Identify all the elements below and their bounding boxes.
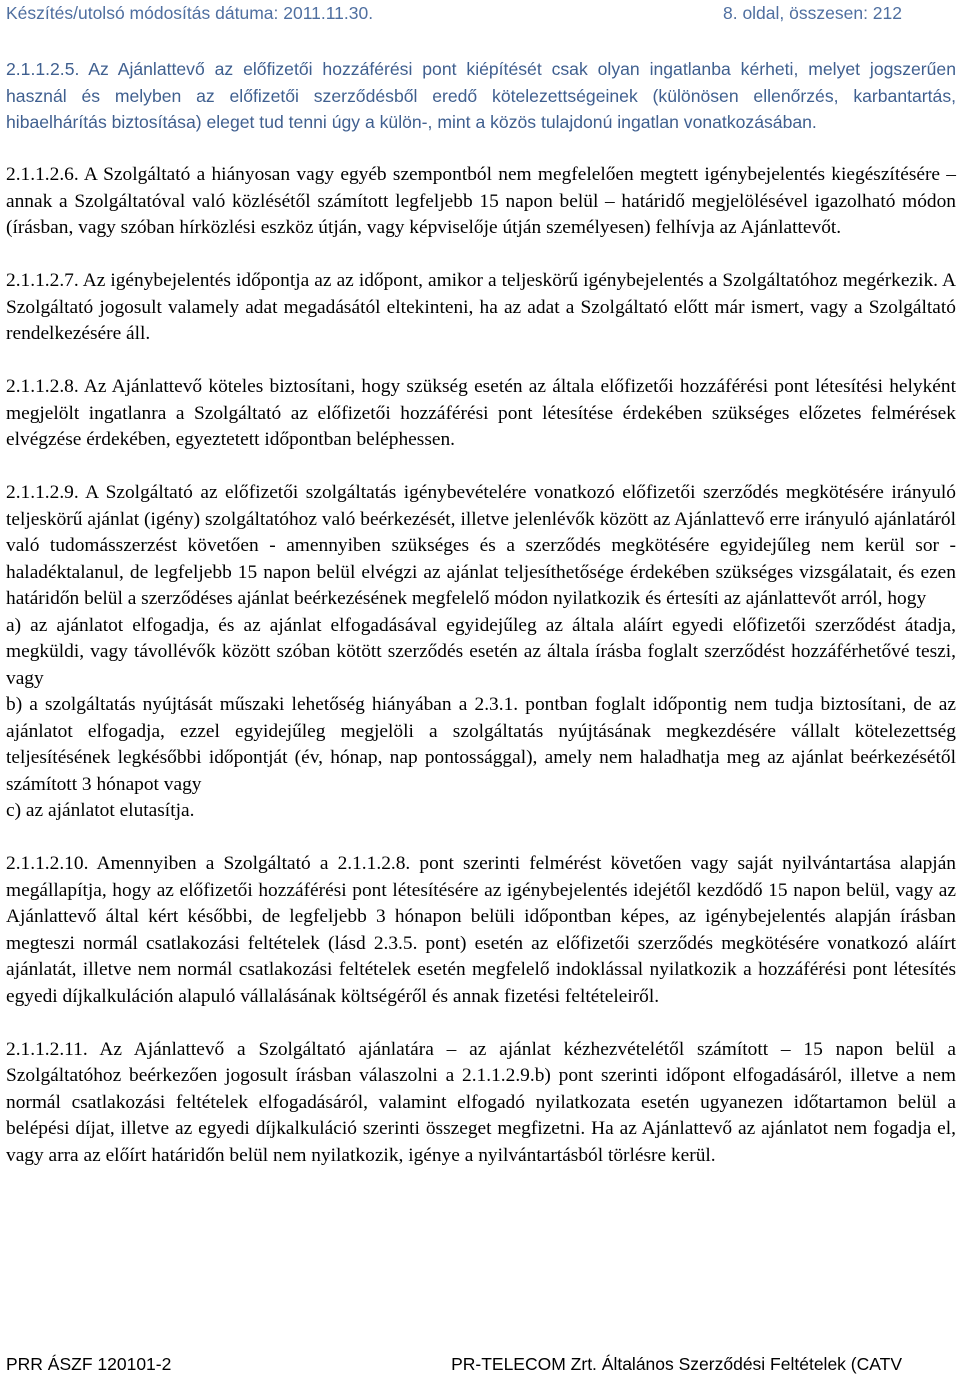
paragraph-2-1-1-2-6: 2.1.1.2.6. A Szolgáltató a hiányosan vagy egyéb szempontból nem megfelelően megtett igénybejelentés kiegészítésére – annak a Szolgáltatóval való közlésétől számított legfeljebb 15 napon belül – határidő megjelölésével igazolható módon (írásban, vagy szóban hírközlési eszköz útján, vagy képviselője útján személyesen) felhívja az Ajánlattevőt. (6, 164, 956, 238)
paragraph-2-1-1-2-8: 2.1.1.2.8. Az Ajánlattevő köteles biztosítani, hogy szükség esetén az általa előfizetői hozzáférési pont létesítési helyként megjelölt ingatlanra a Szolgáltató az előfizetői hozzáférési pont létesítése érdekében szükséges előzetes felmérések elvégzése érdekében, egyeztetett időpontban beléphessen. (6, 376, 956, 450)
paragraph-2-1-1-2-9-option-a: a) az ajánlatot elfogadja, és az ajánlat elfogadásával egyidejűleg az általa aláírt egyedi előfizetői szerződést átadja, megküldi, vagy távollévők között szóban kötött szerződés esetén az általa írásba foglalt szerződést hozzáférhetővé teszi, vagy (6, 614, 956, 689)
paragraph-2-1-1-2-9-intro: 2.1.1.2.9. A Szolgáltató az előfizetői szolgáltatás igénybevételére vonatkozó előfizetői szerződés megkötésére irányuló teljeskörű ajánlat (igény) szolgáltatóhoz való beérkezését, illetve jelenlévők között az Ajánlattevő erre irányuló ajánlatáról való tudomásszerzést követően - amennyiben szükséges és a szerződés megkötésére egyidejűleg nem kerül sor - haladéktalanul, de legfeljebb 15 napon belül elvégzi az ajánlat teljesíthetősége érdekében szükséges vizsgálatait, és ezen határidőn belül a szerződéses ajánlat beérkezésének megfelelő módon nyilatkozik és értesíti az ajánlattevőt arról, hogy (6, 482, 956, 609)
paragraph-2-1-1-2-10: 2.1.1.2.10. Amennyiben a Szolgáltató a 2.1.1.2.8. pont szerinti felmérést követően vagy saját nyilvántartása alapján megállapítja, hogy az előfizetői hozzáférési pont létesítésére az igénybejelentés idejétől kezdődő 15 napon belül, vagy az Ajánlattevő által kért későbbi, de legfeljebb 3 hónapon belüli időpontban képes, az igénybejelentés alapján írásban megteszi normál csatlakozási feltételek (lásd 2.3.5. pont) esetén az előfizetői szerződés megkötésére vonatkozó aláírt ajánlatát, illetve nem normál csatlakozási feltételek esetén megfelelő indoklással nyilatkozik a hozzáférési pont létesítés egyedi díjkalkuláción alapuló vállalásának költségéről és annak fizetési feltételeiről. (6, 853, 956, 1007)
paragraph-2-1-1-2-9-option-c: c) az ajánlatot elutasítja. (6, 800, 195, 821)
paragraph-2-1-1-2-7: 2.1.1.2.7. Az igénybejelentés időpontja az az időpont, amikor a teljeskörű igénybejelentés a Szolgáltatóhoz megérkezik. A Szolgáltató jogosult valamely adat megadásától eltekinteni, ha az adat a Szolgáltató előtt már ismert, vagy a Szolgáltató rendelkezésére áll. (6, 270, 956, 344)
paragraph-2-1-1-2-9 (6, 480, 956, 825)
footer-document-code: PRR ÁSZF 120101-2 (6, 1354, 172, 1374)
document-body (6, 56, 956, 1196)
paragraph-2-1-1-2-5: 2.1.1.2.5. Az Ajánlattevő az előfizetői hozzáférési pont kiépítését csak olyan ingatlanba kérheti, melyet jogszerűen használ és melyben az előfizetői szerződésből eredő kötelezettségeinek (különösen ellenőrzés, karbantartás, hibaelhárítás biztosítása) eleget tud tenni úgy a külön-, mint a közös tulajdonú ingatlan vonatkozásában. (6, 59, 956, 132)
paragraph-2-1-1-2-11: 2.1.1.2.11. Az Ajánlattevő a Szolgáltató ajánlatára – az ajánlat kézhezvételétől számított – 15 napon belül a Szolgáltatóhoz beérkezően jogosult írásban válaszolni a 2.1.1.2.9.b) pont szerinti időpont elfogadásáról, illetve a nem normál csatlakozási feltételek elfogadásáról, valamint elfogadó nyilatkozata esetén ugyanezen időtartamon belül a belépési díjat, illetve az egyedi díjkalkuláció szerinti összeget megfizetni. Ha az Ajánlattevő az ajánlatot nem fogadja el, vagy arra az előírt határidőn belül nem nyilatkozik, igénye a nyilvántartásból törlésre kerül. (6, 1038, 956, 1166)
page-footer (6, 1354, 902, 1378)
header-page-number: 8. oldal, összesen: 212 (722, 3, 902, 23)
header-modification-date: Készítés/utolsó módosítás dátuma: 2011.11.30. (6, 3, 374, 23)
page-header (6, 3, 902, 27)
paragraph-2-1-1-2-9-option-b: b) a szolgáltatás nyújtását műszaki lehetőség hiányában a 2.3.1. pontban foglalt időpontig nem tudja biztosítani, de az ajánlatot elfogadja, ezzel egyidejűleg megjelöli a szolgáltatás nyújtásának megkezdésére vállalt kötelezettség teljesítésének legkésőbbi időpontját (év, hónap, nap pontossággal), amely nem haladhatja meg az ajánlat beérkezésétől számított 3 hónapot vagy (6, 694, 956, 795)
footer-document-title: PR-TELECOM Zrt. Általános Szerződési Feltételek (CATV (451, 1354, 902, 1374)
